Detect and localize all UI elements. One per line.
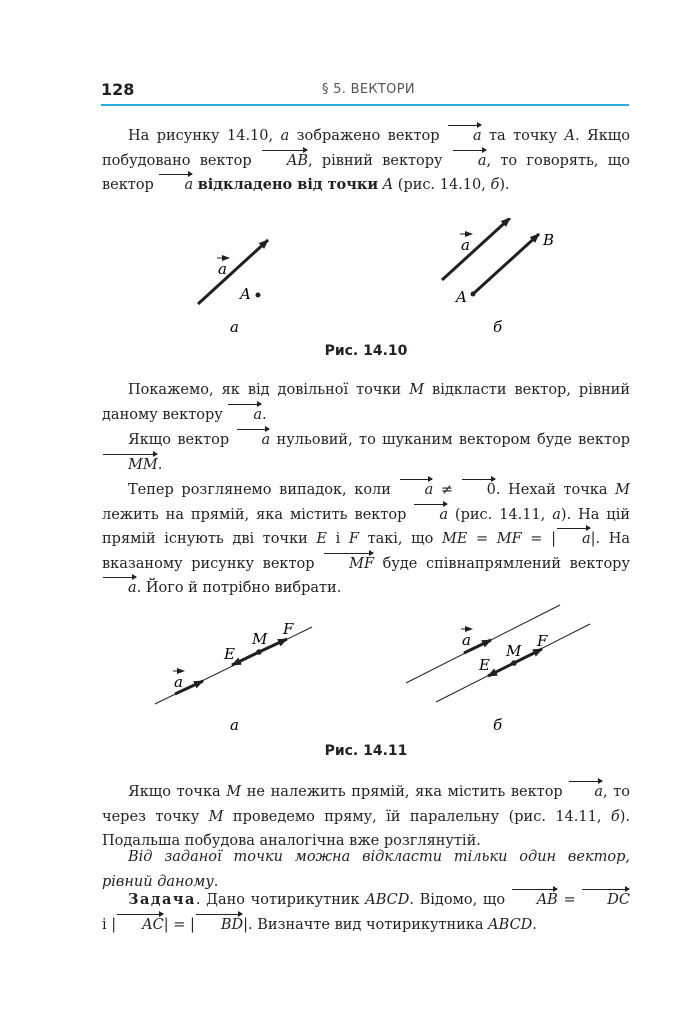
text: зображено вектор xyxy=(289,128,447,144)
figure-14-11 xyxy=(102,602,630,732)
point-e-label: E xyxy=(224,645,235,663)
text: | xyxy=(111,916,117,933)
text: ABCD xyxy=(488,916,533,933)
text: не належить прямій, яка містить вектор xyxy=(241,784,569,800)
section-title: § 5. ВЕКТОРИ xyxy=(322,82,415,97)
text: ABCD xyxy=(365,892,410,908)
text: лежить на прямій, яка містить вектор xyxy=(102,506,414,523)
text: . Його й потрібно вибрати. xyxy=(136,580,342,596)
vector-a: a xyxy=(399,478,434,503)
text: Якщо вектор xyxy=(128,432,236,448)
text: . Нехай точка xyxy=(495,482,616,498)
text: і xyxy=(327,531,349,547)
figure-caption-14-11: Рис. 14.11 xyxy=(324,743,408,759)
point-f-label: F xyxy=(283,620,294,638)
text: Покажемо, як від довільної точки xyxy=(128,382,410,398)
vector-a: a xyxy=(236,428,271,453)
text: ). Подальша побудова аналогічна вже розглянутій. xyxy=(102,808,630,849)
point-m xyxy=(256,649,262,655)
vector-a-label: a xyxy=(218,260,227,278)
text: = xyxy=(557,892,582,908)
vector-mm: MM xyxy=(102,453,158,478)
text: відкласти вектор, рівний даному вектору xyxy=(102,382,631,423)
text: M xyxy=(226,784,242,800)
text: а xyxy=(280,128,290,144)
vector-a: a xyxy=(227,403,262,428)
problem-label: Задача xyxy=(128,891,196,908)
vector-a: a xyxy=(568,780,603,805)
vector-a: a xyxy=(447,124,482,149)
bold-term: відкладено від точки xyxy=(197,176,379,193)
text: | xyxy=(590,531,596,547)
point-m-label-b: M xyxy=(506,642,522,660)
vector-a: a xyxy=(102,576,137,601)
text: F xyxy=(348,531,359,547)
point-e-label-b: E xyxy=(479,656,490,674)
text: ≠ xyxy=(433,482,461,498)
text: , то через точку xyxy=(102,784,630,825)
subfigure-label-b: б xyxy=(493,318,503,336)
text: Тепер розглянемо випадок, коли xyxy=(128,482,399,498)
vector-a: a xyxy=(413,503,448,528)
header-rule xyxy=(101,104,629,106)
theorem-statement: Від заданої точки можна відкласти тільки один вектор, рівний даному. xyxy=(102,849,630,890)
text: M xyxy=(208,808,224,825)
vector-ab: AB xyxy=(261,149,308,174)
text: ME = MF = | xyxy=(441,531,556,547)
vector-me-arrow xyxy=(232,652,259,665)
text: . Визначте вид чотирикутника xyxy=(248,916,489,933)
text: нульовий, то шуканим вектором буде вектор xyxy=(270,432,631,448)
text: . xyxy=(262,406,267,423)
vector-mf: MF xyxy=(323,552,374,577)
point-a-b xyxy=(471,292,476,297)
text: A xyxy=(564,128,575,144)
text: На рисунку 14.10, xyxy=(128,128,281,144)
paragraph-5 xyxy=(102,780,630,854)
text: , то говорять, що вектор xyxy=(102,152,631,193)
text: проведемо пряму, їй паралельну (рис. 14.11, xyxy=(223,808,611,825)
point-m-b xyxy=(511,660,517,666)
text: A xyxy=(378,177,394,193)
vector-a-label: a xyxy=(174,673,183,691)
text: . Відомо, що xyxy=(409,892,511,908)
problem xyxy=(102,888,630,937)
text: . На вказаному рисунку вектор xyxy=(102,531,631,572)
zero-vector: 0 xyxy=(461,478,496,503)
figure-14-10 xyxy=(102,218,630,338)
text: буде співнапрямлений вектору xyxy=(374,555,630,572)
page-header xyxy=(101,76,629,106)
point-f-label-b: F xyxy=(537,632,548,650)
page-number: 128 xyxy=(101,80,135,99)
paragraph-4 xyxy=(102,478,630,601)
vector-me-arrow-b xyxy=(488,663,514,676)
text: (рис. 14.10, xyxy=(393,177,491,193)
vector-a-label-b: a xyxy=(462,631,471,649)
vector-a-label-b: a xyxy=(461,236,470,254)
text: . xyxy=(532,916,537,933)
text: ). xyxy=(499,177,510,193)
text: . Дано чотирикутник xyxy=(195,892,366,908)
text: | = | xyxy=(163,916,195,933)
vector-a: a xyxy=(158,173,193,198)
text: . xyxy=(157,456,163,473)
point-a-label: A xyxy=(240,285,251,303)
point-m-label: M xyxy=(252,630,268,648)
text: такі, що xyxy=(358,531,442,547)
text: Якщо точка xyxy=(128,784,227,800)
text: (рис. 14.11, xyxy=(447,506,553,523)
text: | xyxy=(243,916,249,933)
vector-a: a xyxy=(556,527,591,552)
vector-ac: AC xyxy=(116,913,164,938)
vector-ab: AB xyxy=(511,888,558,913)
vector-dc: DC xyxy=(581,888,630,913)
paragraph-2 xyxy=(102,378,630,427)
subfigure-label-a: а xyxy=(230,716,239,732)
text: M xyxy=(615,482,631,498)
text: а xyxy=(552,506,561,523)
subfigure-label-b: б xyxy=(493,716,503,732)
text: ). На цій прямій існують дві точки xyxy=(102,506,630,547)
vector-bd: BD xyxy=(195,913,243,938)
text: і xyxy=(102,916,112,933)
subfigure-label-a: а xyxy=(230,318,239,336)
point-a-label-b: A xyxy=(456,288,467,306)
text: та точку xyxy=(481,128,565,144)
point-b-label: B xyxy=(543,231,555,249)
text: . Якщо побудовано вектор xyxy=(102,128,631,169)
text: б xyxy=(610,808,620,825)
paragraph-3 xyxy=(102,428,630,477)
point-a xyxy=(256,293,261,298)
text: , рівний вектору xyxy=(308,152,452,169)
paragraph-1 xyxy=(102,124,630,198)
vector-a: a xyxy=(452,149,487,174)
figure-caption-14-10: Рис. 14.10 xyxy=(324,343,408,359)
text: б xyxy=(490,177,500,193)
text: E xyxy=(316,531,328,547)
text: M xyxy=(409,382,425,398)
